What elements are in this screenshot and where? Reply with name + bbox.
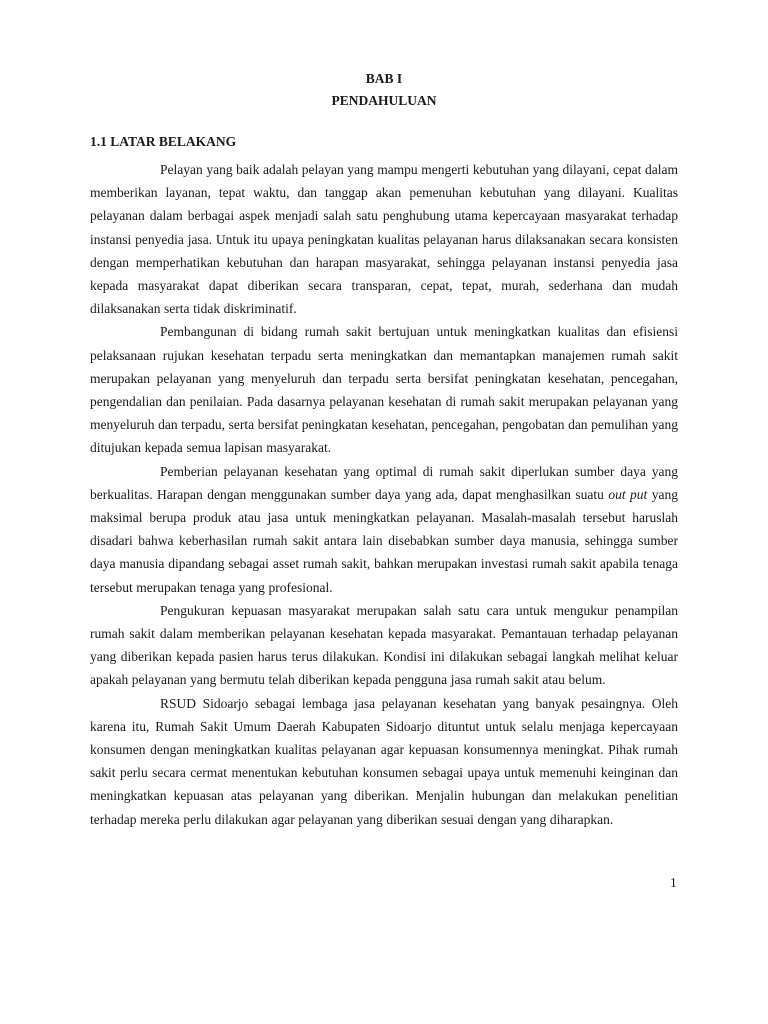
- paragraph-4: Pengukuran kepuasan masyarakat merupakan salah satu cara untuk mengukur penampilan rumah sakit dalam memberikan pelayanan kesehatan kepada masyarakat. Pemantauan terhadap pelayanan yang diberikan kepada pasien harus terus dilakukan. Kondisi ini dilakukan sebagai langkah melihat keluar apakah pelayanan yang bermutu telah diberikan kepada pengguna jasa rumah sakit atau belum.: [90, 602, 678, 688]
- paragraph-1: Pelayan yang baik adalah pelayan yang mampu mengerti kebutuhan yang dilayani, cepat dalam memberikan layanan, tepat waktu, dan tanggap akan pemenuhan kebutuhan yang dilayani. Kualitas pelayanan dalam berbagai aspek menjadi salah satu penghubung utama kepercayaan masyarakat terhadap instansi penyedia jasa. Untuk itu upaya peningkatan kualitas pelayanan harus dilaksanakan secara konsisten dengan memperhatikan kebutuhan dan harapan masyarakat, sehingga pelayanan instansi penyedia jasa kepada masyarakat dapat diberikan secara transparan, cepat, tepat, murah, sederhana dan mudah dilaksanakan serta tidak diskriminatif.: [90, 162, 678, 317]
- page-number: 1: [670, 875, 677, 890]
- paragraph-3-italic-term: out put: [608, 486, 648, 502]
- chapter-title: PENDAHULUAN: [331, 93, 437, 108]
- paragraph-5: RSUD Sidoarjo sebagai lembaga jasa pelayanan kesehatan yang banyak pesaingnya. Oleh karena itu, Rumah Sakit Umum Daerah Kabupaten Sidoarjo dituntut untuk selalu menjaga kepercayaan konsumen dengan meningkatkan kualitas pelayanan agar kepuasan konsumennya meningkat. Pihak rumah sakit perlu secara cermat menentukan kebutuhan konsumen sebagai upaya untuk memenuhi keinginan dan meningkatkan kepuasan atas pelayanan yang diberikan. Menjalin hubungan dan melakukan penelitian terhadap mereka perlu dilakukan agar pelayanan yang diberikan sesuai dengan yang diharapkan.: [90, 695, 678, 827]
- paragraph-3-text-after: yang maksimal berupa produk atau jasa untuk meningkatkan pelayanan. Masalah-masalah tersebut haruslah disadari bahwa keberhasilan rumah sakit antara lain disebabkan sumber daya manusia, sehingga sumber daya manusia dipandang sebagai asset rumah sakit, bahkan merupakan investasi rumah sakit apabila tenaga tersebut merupakan tenaga yang profesional.: [90, 486, 678, 595]
- paragraph-2: Pembangunan di bidang rumah sakit bertujuan untuk meningkatkan kualitas dan efisiensi pelaksanaan rujukan kesehatan terpadu serta meningkatkan dan memantapkan manajemen rumah sakit merupakan pelayanan yang menyeluruh dan terpadu serta bersifat peningkatan kesehatan, pencegahan, pengendalian dan penilaian. Pada dasarnya pelayanan kesehatan di rumah sakit merupakan pelayanan yang menyeluruh dan terpadu, serta bersifat peningkatan kesehatan, pencegahan, pengobatan dan pemulihan yang ditujukan kepada semua lapisan masyarakat.: [90, 324, 678, 456]
- paragraph-3: [90, 460, 678, 599]
- chapter-number: BAB I: [365, 71, 403, 86]
- paragraph-3-text-before: Pemberian pelayanan kesehatan yang optimal di rumah sakit diperlukan sumber daya yang berkualitas. Harapan dengan menggunakan sumber daya yang ada, dapat menghasilkan suatu: [90, 463, 678, 502]
- body-text: [90, 158, 678, 831]
- section-title: 1.1 LATAR BELAKANG: [90, 134, 237, 149]
